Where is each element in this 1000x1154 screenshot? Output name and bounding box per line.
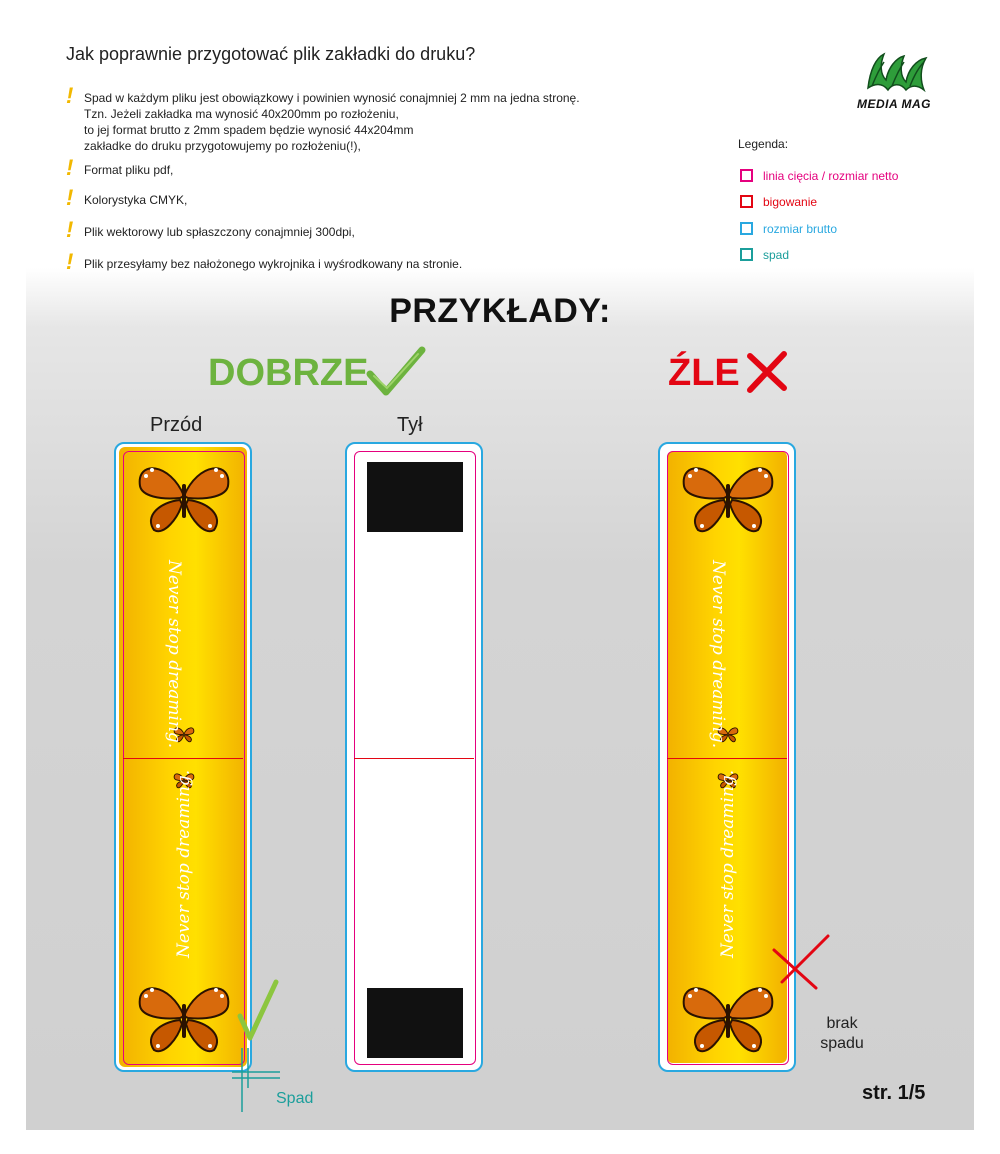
legend-swatch — [740, 222, 753, 235]
bleed-indicator — [232, 976, 282, 1116]
black-block-bottom — [367, 988, 463, 1058]
bleed-label: Spad — [276, 1090, 314, 1107]
butterfly-icon — [130, 456, 238, 536]
legend-title: Legenda: — [738, 137, 789, 151]
legend-item-gross-size — [740, 222, 940, 238]
exclamation-icon: ! — [66, 217, 74, 242]
black-block-top — [367, 462, 463, 532]
logo-text: MEDIA MAG — [856, 97, 932, 111]
missing-bleed-cross-icon — [770, 932, 832, 992]
legend-item-cut-line — [740, 169, 940, 185]
legend-swatch — [740, 169, 753, 182]
legend-label: linia cięcia / rozmiar netto — [763, 169, 899, 183]
exclamation-icon: ! — [66, 155, 74, 180]
legend-swatch — [740, 195, 753, 208]
page-title: Jak poprawnie przygotować plik zakładki do druku? — [66, 44, 476, 64]
fold-line — [354, 758, 474, 759]
rule-text: Format pliku pdf, — [84, 163, 174, 177]
bookmark-text-top: Never stop dreaming. — [164, 560, 184, 749]
examples-heading: PRZYKŁADY: — [389, 292, 611, 330]
legend-label: spad — [763, 248, 790, 262]
legend-item-bleed — [740, 248, 940, 264]
page-number: str. 1/5 — [862, 1082, 926, 1104]
exclamation-icon: ! — [66, 185, 74, 210]
legend-label: rozmiar brutto — [763, 222, 838, 236]
missing-bleed-label: brak spadu — [820, 1015, 864, 1052]
rule-resolution — [66, 217, 466, 244]
checkmark-icon — [366, 346, 426, 398]
legend-swatch — [740, 248, 753, 261]
butterfly-icon — [674, 976, 782, 1056]
rule-colors — [66, 185, 466, 212]
rule-text: Kolorystyka CMYK, — [84, 193, 188, 207]
butterfly-icon — [130, 976, 238, 1056]
front-label: Przód — [150, 414, 203, 436]
bookmark-text-top: Never stop dreaming. — [708, 560, 728, 749]
rule-text: Plik wektorowy lub spłaszczony conajmniej 300dpi, — [84, 225, 355, 239]
rule-bleed — [66, 83, 626, 160]
legend-item-creasing — [740, 195, 940, 211]
rule-text: Spad w każdym pliku jest obowiązkowy i powinien wynosić conajmniej 2 mm na jedna stronę. Tzn. Jeżeli zakładka ma wynosić 40x200mm po rozłożeniu, to jej format brutto z 2mm spadem będzie wynosić 44x204mm zakładke do druku przygotowujemy po rozłożeniu(!), — [84, 91, 580, 153]
bookmark-text-bottom: Never stop dreaming. — [718, 769, 738, 958]
fold-line — [667, 758, 787, 759]
exclamation-icon: ! — [66, 249, 74, 274]
rule-text: Plik przesyłamy bez nałożonego wykrojnika i wyśrodkowany na stronie. — [84, 257, 463, 271]
bookmark-back — [345, 442, 483, 1072]
bookmark-text-bottom: Never stop dreaming. — [174, 769, 194, 958]
legend-label: bigowanie — [763, 195, 818, 209]
rule-format — [66, 155, 466, 182]
rule-die-cut — [66, 249, 566, 276]
cross-icon — [744, 350, 790, 394]
butterfly-icon — [674, 456, 782, 536]
good-label: DOBRZE — [208, 352, 369, 394]
fold-line — [123, 758, 243, 759]
exclamation-icon: ! — [66, 83, 74, 108]
bad-label: ŹLE — [668, 352, 740, 394]
back-label: Tył — [397, 414, 423, 436]
